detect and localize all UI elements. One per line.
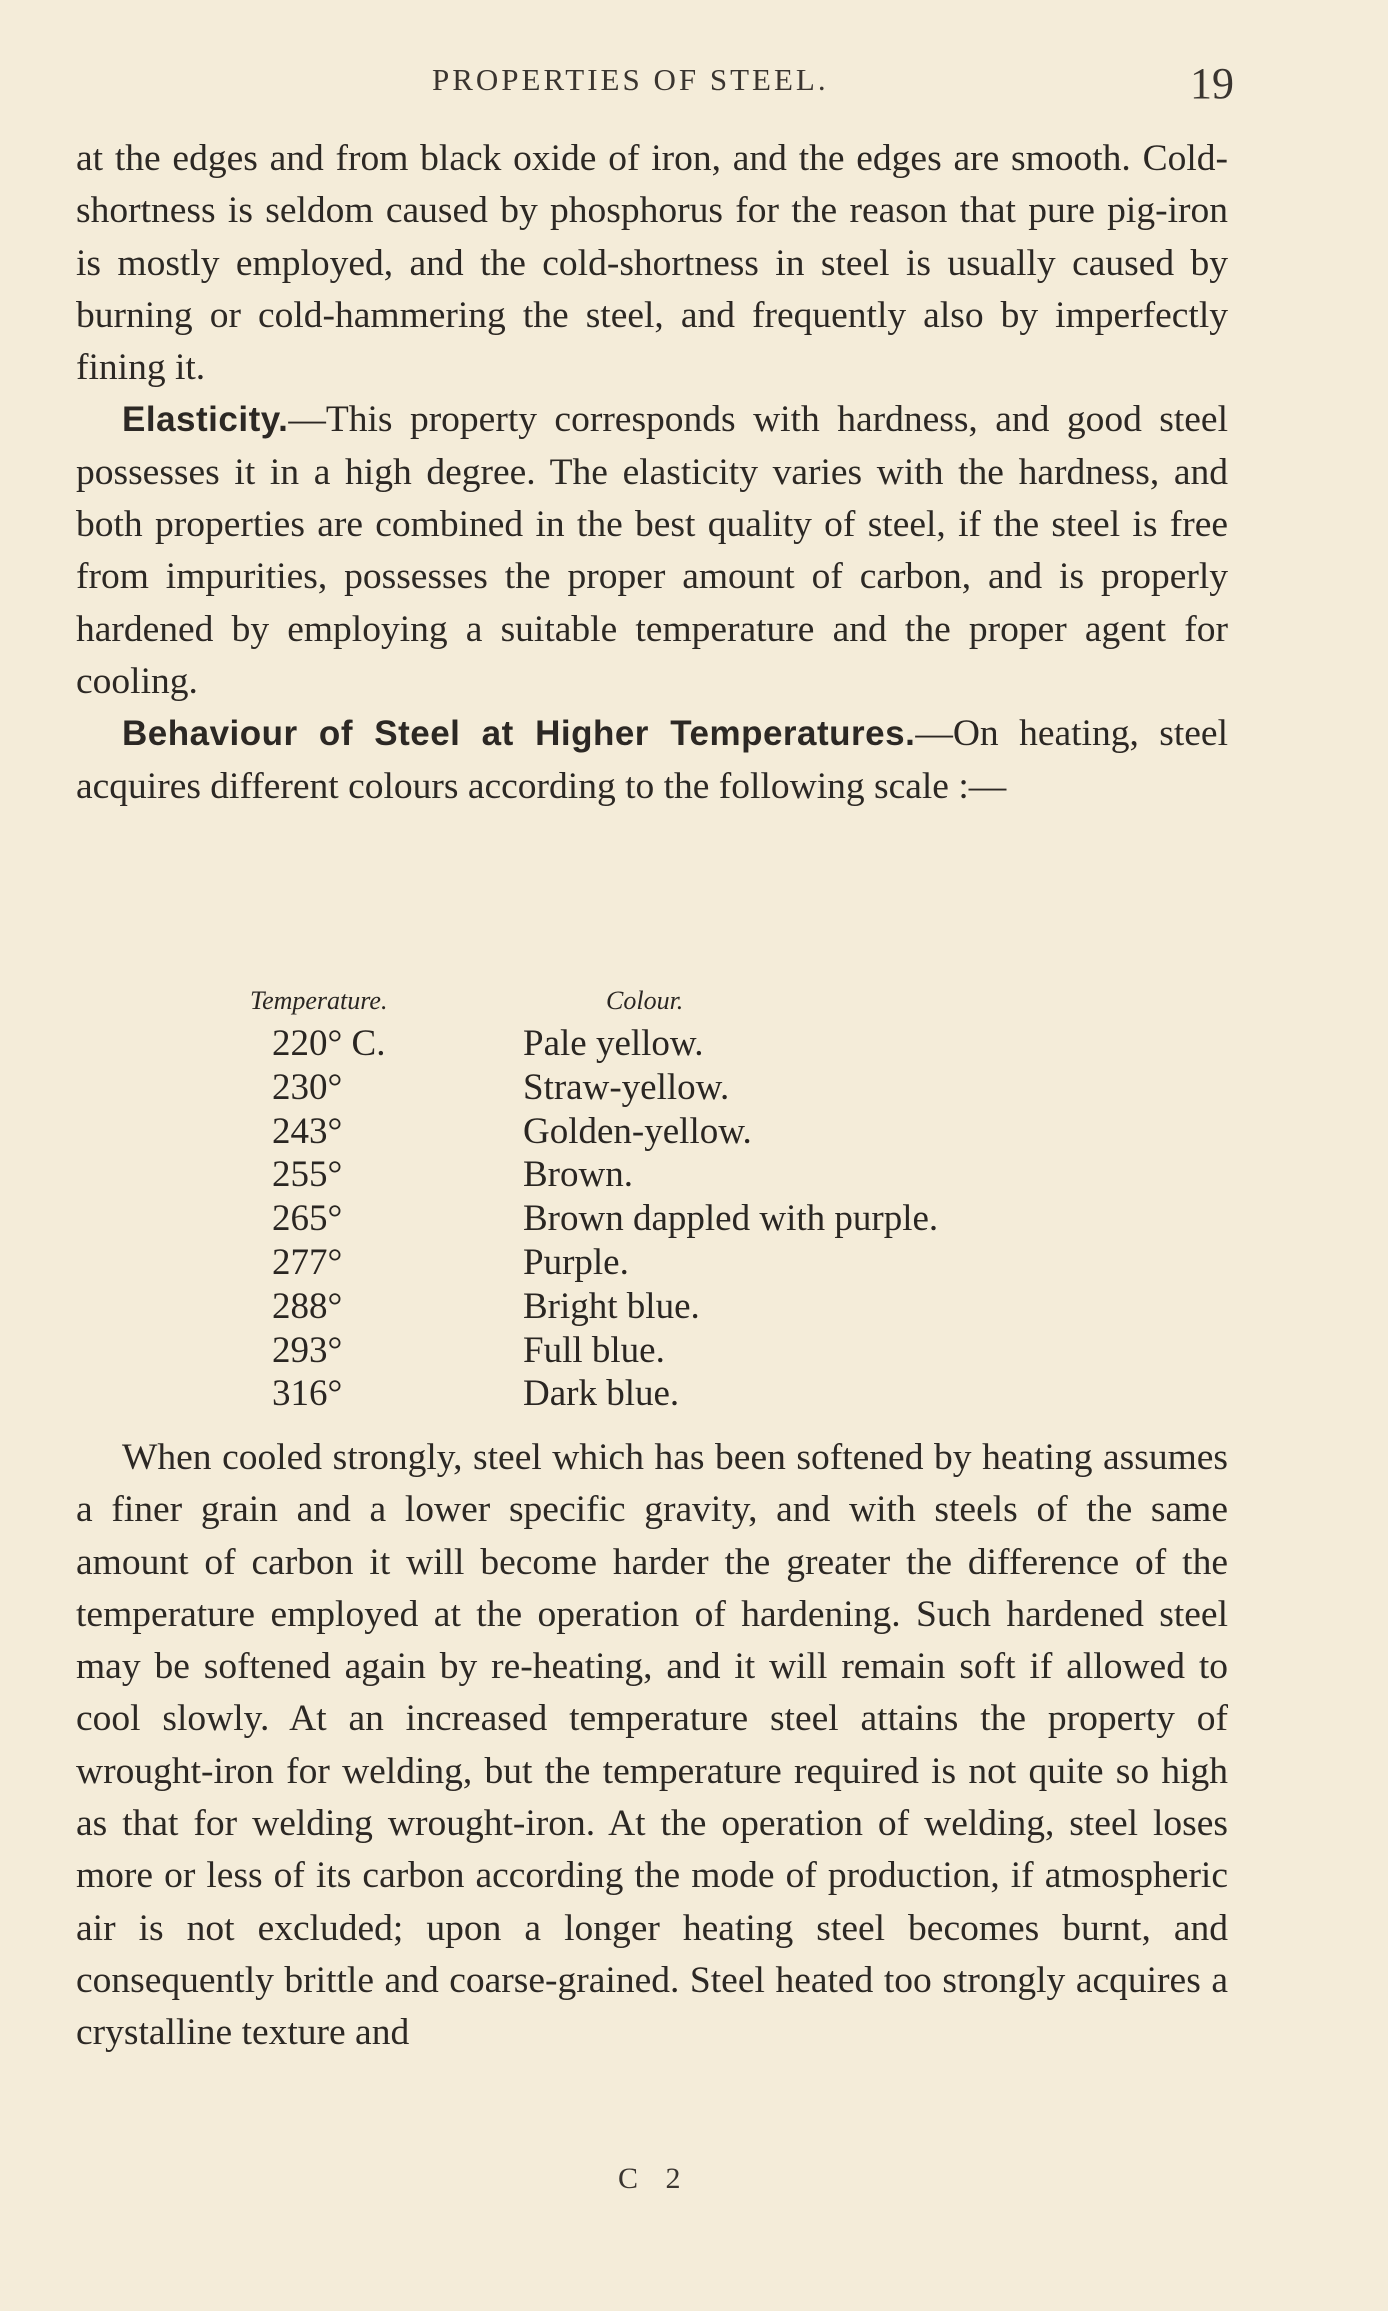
table-row xyxy=(250,1153,1150,1197)
signature-mark: C 2 xyxy=(618,2162,691,2195)
temperature-cell: 255° xyxy=(272,1154,343,1196)
running-title: PROPERTIES OF STEEL. xyxy=(432,62,829,97)
paragraph-rubric: Elasticity. xyxy=(122,400,289,440)
header-colour: Colour. xyxy=(606,986,684,1015)
colour-cell: Dark blue. xyxy=(523,1373,680,1415)
table-row xyxy=(250,1241,1150,1285)
paragraph-rubric: Behaviour of Steel at Higher Temperatures. xyxy=(122,714,916,754)
colour-cell: Straw-yellow. xyxy=(523,1066,730,1108)
paragraph-cold-shortness xyxy=(76,133,1228,394)
page-number: 19 xyxy=(1190,59,1234,108)
paragraph-text: at the edges and from black oxide of iron, and the edges are smooth. Cold-shortness is seldom caused by phosphorus for the reason that pure pig-iron is mostly employed, and the cold-shortness in steel is usually caused by burning or cold-hammering the steel, and frequently also by imperfectly fining it. xyxy=(76,138,1228,389)
colour-cell: Golden-yellow. xyxy=(523,1110,752,1152)
paragraph-elasticity xyxy=(76,394,1228,708)
temperature-cell: 220° C. xyxy=(272,1023,386,1064)
header-temperature: Temperature. xyxy=(250,986,388,1015)
temperature-colour-table xyxy=(250,982,1150,1416)
table-row xyxy=(250,1285,1150,1329)
colour-cell: Bright blue. xyxy=(523,1285,700,1327)
table-row xyxy=(250,1110,1150,1154)
body-text-before-table xyxy=(76,133,1228,813)
paragraph-cooling: When cooled strongly, steel which has been softened by heating assumes a finer grain and a lower specific gravity, and with steels of the same amount of carbon it will become harder the greater the difference of the temperature employed at the operation of hardening. Such hardened steel may be softened again by re-heating, and it will remain soft if allowed to cool slowly. At an increased temperature steel attains the property of wrought-iron for welding, but the temperature required is not quite so high as that for welding wrought-iron. At the operation of welding, steel loses more or less of its carbon according the mode of production, if atmospheric air is not excluded; upon a longer heating steel becomes burnt, and consequently brittle and coarse-grained. Steel heated too strongly acquires a crystalline texture and xyxy=(76,1437,1228,2054)
table-row xyxy=(250,1066,1150,1110)
table-row xyxy=(250,1197,1150,1241)
temperature-cell: 265° xyxy=(272,1198,343,1240)
temperature-cell: 230° xyxy=(272,1066,343,1108)
table-row xyxy=(250,1022,1150,1066)
body-text-after-table xyxy=(76,1432,1228,2060)
paragraph-behaviour xyxy=(76,708,1228,813)
table-row xyxy=(250,1329,1150,1373)
temperature-cell: 243° xyxy=(272,1110,343,1152)
colour-cell: Brown dappled with purple. xyxy=(523,1198,939,1240)
colour-cell: Brown. xyxy=(523,1154,633,1196)
running-head xyxy=(0,58,1388,108)
colour-cell: Pale yellow. xyxy=(523,1023,704,1064)
table-row xyxy=(250,1372,1150,1416)
colour-cell: Full blue. xyxy=(523,1329,665,1371)
temperature-cell: 293° xyxy=(272,1329,343,1371)
table-header xyxy=(250,982,1150,1022)
temperature-cell: 288° xyxy=(272,1285,343,1327)
colour-cell: Purple. xyxy=(523,1241,629,1283)
temperature-cell: 316° xyxy=(272,1373,343,1415)
paragraph-text: —On heating, steel acquires different colours according to the following scale :— xyxy=(76,713,1228,807)
paragraph-text: —This property corresponds with hardness, and good steel possesses it in a high degree. The elasticity varies with the hardness, and both properties are combined in the best quality of steel, if the steel is free from impurities, possesses the proper amount of carbon, and is properly hardened by employing a suitable temperature and the proper agent for cooling. xyxy=(76,399,1228,702)
temperature-cell: 277° xyxy=(272,1241,343,1283)
